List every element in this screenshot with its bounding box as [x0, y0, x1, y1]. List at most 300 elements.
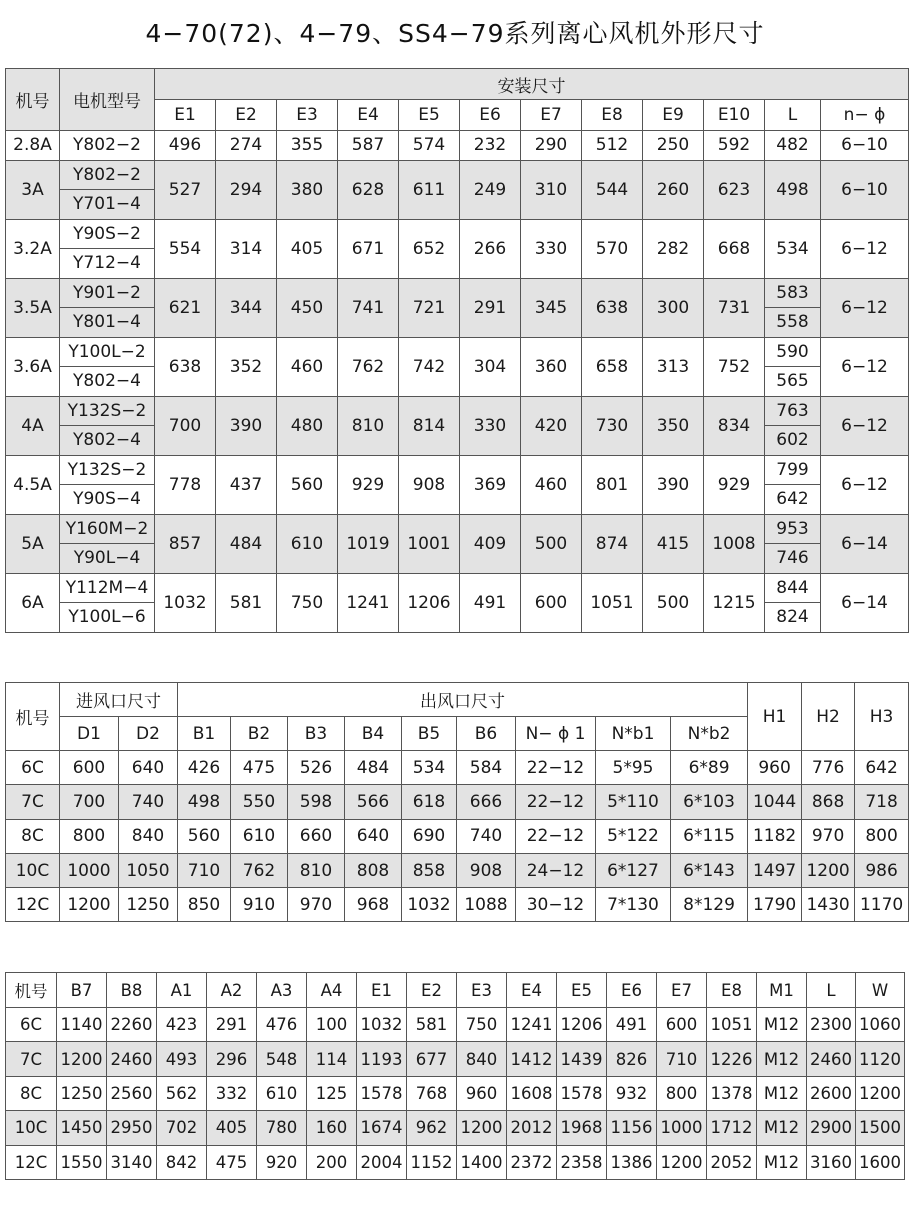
header-outlet-group: 出风口尺寸	[178, 683, 748, 717]
jihao-cell: 6A	[6, 573, 60, 632]
page-title: 4−70(72)、4−79、SS4−79系列离心风机外形尺寸	[145, 19, 765, 48]
value-cell: 581	[407, 1008, 457, 1042]
jihao-cell: 12C	[6, 1145, 57, 1179]
value-cell: 801	[582, 455, 643, 514]
value-cell: 2260	[107, 1008, 157, 1042]
value-cell: 970	[288, 888, 345, 922]
value-cell: 740	[457, 819, 516, 853]
value-cell: 700	[60, 785, 119, 819]
value-cell: 460	[277, 337, 338, 396]
l-cell: 565	[765, 367, 821, 397]
l-cell: 763	[765, 396, 821, 426]
value-cell: 282	[643, 219, 704, 278]
column-header: A1	[157, 973, 207, 1008]
value-cell: 7*130	[596, 888, 671, 922]
column-header: A2	[207, 973, 257, 1008]
value-cell: 668	[704, 219, 765, 278]
value-cell: 932	[607, 1076, 657, 1110]
motor-model-cell: Y802−4	[60, 367, 155, 397]
column-header: n− ϕ	[821, 100, 909, 131]
motor-model-cell: Y90S−2	[60, 219, 155, 249]
value-cell: 380	[277, 160, 338, 219]
value-cell: 200	[307, 1145, 357, 1179]
value-cell: M12	[757, 1008, 807, 1042]
l-cell: 602	[765, 426, 821, 456]
value-cell: 1412	[507, 1042, 557, 1076]
n-phi-cell: 6−14	[821, 514, 909, 573]
value-cell: M12	[757, 1111, 807, 1145]
value-cell: 330	[521, 219, 582, 278]
l-cell: 498	[765, 160, 821, 219]
value-cell: 778	[155, 455, 216, 514]
value-cell: 6*127	[596, 853, 671, 887]
jihao-cell: 10C	[6, 1111, 57, 1145]
value-cell: 405	[277, 219, 338, 278]
value-cell: 1500	[856, 1111, 905, 1145]
column-header: E9	[643, 100, 704, 131]
header-jihao: 机号	[6, 683, 60, 751]
value-cell: 929	[704, 455, 765, 514]
value-cell: 908	[457, 853, 516, 887]
table-row	[6, 455, 909, 485]
value-cell: 768	[407, 1076, 457, 1110]
value-cell: 740	[119, 785, 178, 819]
value-cell: 290	[521, 131, 582, 161]
l-cell: 953	[765, 514, 821, 544]
l-cell: 799	[765, 455, 821, 485]
value-cell: 2300	[807, 1008, 856, 1042]
value-cell: 752	[704, 337, 765, 396]
jihao-cell: 6C	[6, 1008, 57, 1042]
value-cell: 1712	[707, 1111, 757, 1145]
value-cell: 610	[257, 1076, 307, 1110]
value-cell: 762	[231, 853, 288, 887]
value-cell: 741	[338, 278, 399, 337]
value-cell: 491	[460, 573, 521, 632]
value-cell: 527	[155, 160, 216, 219]
value-cell: 1215	[704, 573, 765, 632]
value-cell: 22−12	[516, 751, 596, 785]
value-cell: 731	[704, 278, 765, 337]
value-cell: 660	[288, 819, 345, 853]
value-cell: 512	[582, 131, 643, 161]
value-cell: 550	[231, 785, 288, 819]
value-cell: 544	[582, 160, 643, 219]
column-header: B5	[402, 717, 457, 751]
value-cell: 1156	[607, 1111, 657, 1145]
value-cell: 810	[288, 853, 345, 887]
inlet-outlet-dimensions-table	[5, 682, 909, 922]
value-cell: 420	[521, 396, 582, 455]
value-cell: 500	[643, 573, 704, 632]
value-cell: 296	[207, 1042, 257, 1076]
value-cell: 291	[207, 1008, 257, 1042]
table-row	[6, 1076, 905, 1110]
value-cell: 857	[155, 514, 216, 573]
motor-model-cell: Y802−2	[60, 131, 155, 161]
value-cell: 3140	[107, 1145, 157, 1179]
table-row	[6, 1042, 905, 1076]
value-cell: 621	[155, 278, 216, 337]
value-cell: 910	[231, 888, 288, 922]
value-cell: M12	[757, 1076, 807, 1110]
value-cell: 700	[155, 396, 216, 455]
value-cell: 1241	[338, 573, 399, 632]
value-cell: 1051	[582, 573, 643, 632]
value-cell: 423	[157, 1008, 207, 1042]
value-cell: 968	[345, 888, 402, 922]
value-cell: 493	[157, 1042, 207, 1076]
column-header: W	[856, 973, 905, 1008]
value-cell: 1241	[507, 1008, 557, 1042]
value-cell: 526	[288, 751, 345, 785]
value-cell: 1497	[748, 853, 802, 887]
motor-model-cell: Y802−4	[60, 426, 155, 456]
value-cell: 808	[345, 853, 402, 887]
value-cell: 834	[704, 396, 765, 455]
value-cell: 6*103	[671, 785, 748, 819]
value-cell: 810	[338, 396, 399, 455]
value-cell: 498	[178, 785, 231, 819]
column-header: E6	[460, 100, 521, 131]
column-header: E3	[277, 100, 338, 131]
value-cell: 249	[460, 160, 521, 219]
value-cell: 658	[582, 337, 643, 396]
value-cell: 640	[119, 751, 178, 785]
value-cell: 962	[407, 1111, 457, 1145]
table-row	[6, 337, 909, 367]
table-row	[6, 785, 909, 819]
base-dimensions-table	[5, 972, 905, 1180]
l-cell: 558	[765, 308, 821, 338]
value-cell: 584	[457, 751, 516, 785]
value-cell: 618	[402, 785, 457, 819]
column-header: M1	[757, 973, 807, 1008]
value-cell: 1032	[155, 573, 216, 632]
value-cell: 500	[521, 514, 582, 573]
value-cell: 730	[582, 396, 643, 455]
value-cell: 22−12	[516, 785, 596, 819]
table-row	[6, 278, 909, 308]
value-cell: 160	[307, 1111, 357, 1145]
value-cell: 450	[277, 278, 338, 337]
value-cell: 721	[399, 278, 460, 337]
value-cell: 623	[704, 160, 765, 219]
value-cell: 677	[407, 1042, 457, 1076]
value-cell: 1000	[657, 1111, 707, 1145]
value-cell: 710	[657, 1042, 707, 1076]
table-row	[6, 131, 909, 161]
table-row	[6, 853, 909, 887]
motor-model-cell: Y802−2	[60, 160, 155, 190]
value-cell: 5*110	[596, 785, 671, 819]
n-phi-cell: 6−12	[821, 455, 909, 514]
value-cell: 1001	[399, 514, 460, 573]
value-cell: 2460	[807, 1042, 856, 1076]
column-header: D1	[60, 717, 119, 751]
l-cell: 482	[765, 131, 821, 161]
table-row	[6, 514, 909, 544]
n-phi-cell: 6−10	[821, 131, 909, 161]
value-cell: 1051	[707, 1008, 757, 1042]
value-cell: 6*89	[671, 751, 748, 785]
value-cell: 426	[178, 751, 231, 785]
value-cell: 587	[338, 131, 399, 161]
value-cell: 762	[338, 337, 399, 396]
value-cell: 566	[345, 785, 402, 819]
value-cell: 611	[399, 160, 460, 219]
column-header: E5	[557, 973, 607, 1008]
value-cell: 750	[277, 573, 338, 632]
value-cell: 1019	[338, 514, 399, 573]
column-header: L	[807, 973, 856, 1008]
install-dimensions-table	[5, 68, 909, 633]
value-cell: 610	[231, 819, 288, 853]
value-cell: 742	[399, 337, 460, 396]
value-cell: 908	[399, 455, 460, 514]
l-cell: 534	[765, 219, 821, 278]
value-cell: 250	[643, 131, 704, 161]
value-cell: 484	[216, 514, 277, 573]
value-cell: 652	[399, 219, 460, 278]
motor-model-cell: Y801−4	[60, 308, 155, 338]
value-cell: 2950	[107, 1111, 157, 1145]
l-cell: 844	[765, 573, 821, 603]
value-cell: 5*122	[596, 819, 671, 853]
value-cell: 344	[216, 278, 277, 337]
motor-model-cell: Y90S−4	[60, 485, 155, 515]
column-header: A3	[257, 973, 307, 1008]
column-header: B8	[107, 973, 157, 1008]
n-phi-cell: 6−12	[821, 396, 909, 455]
value-cell: 780	[257, 1111, 307, 1145]
value-cell: 332	[207, 1076, 257, 1110]
table-row	[6, 819, 909, 853]
value-cell: 638	[155, 337, 216, 396]
column-header: 机号	[6, 973, 57, 1008]
column-header: D2	[119, 717, 178, 751]
value-cell: 592	[704, 131, 765, 161]
motor-model-cell: Y712−4	[60, 249, 155, 279]
l-cell: 824	[765, 603, 821, 633]
value-cell: 570	[582, 219, 643, 278]
value-cell: 1200	[856, 1076, 905, 1110]
value-cell: 1200	[657, 1145, 707, 1179]
value-cell: 1140	[57, 1008, 107, 1042]
column-header: L	[765, 100, 821, 131]
jihao-cell: 3.5A	[6, 278, 60, 337]
motor-model-cell: Y90L−4	[60, 544, 155, 574]
column-header: E4	[507, 973, 557, 1008]
header-h2: H2	[802, 683, 855, 751]
n-phi-cell: 6−12	[821, 337, 909, 396]
column-header: E3	[457, 973, 507, 1008]
value-cell: 858	[402, 853, 457, 887]
value-cell: 1200	[802, 853, 855, 887]
jihao-cell: 2.8A	[6, 131, 60, 161]
jihao-cell: 4A	[6, 396, 60, 455]
motor-model-cell: Y901−2	[60, 278, 155, 308]
value-cell: 2372	[507, 1145, 557, 1179]
value-cell: 1050	[119, 853, 178, 887]
value-cell: 554	[155, 219, 216, 278]
value-cell: 1008	[704, 514, 765, 573]
l-cell: 746	[765, 544, 821, 574]
column-header: E10	[704, 100, 765, 131]
value-cell: 842	[157, 1145, 207, 1179]
value-cell: 260	[643, 160, 704, 219]
jihao-cell: 8C	[6, 1076, 57, 1110]
value-cell: 1200	[60, 888, 119, 922]
jihao-cell: 5A	[6, 514, 60, 573]
value-cell: 1608	[507, 1076, 557, 1110]
motor-model-cell: Y112M−4	[60, 573, 155, 603]
value-cell: 814	[399, 396, 460, 455]
value-cell: 310	[521, 160, 582, 219]
jihao-cell: 10C	[6, 853, 60, 887]
column-header: E2	[407, 973, 457, 1008]
value-cell: 1170	[855, 888, 909, 922]
value-cell: 640	[345, 819, 402, 853]
value-cell: 1000	[60, 853, 119, 887]
value-cell: M12	[757, 1042, 807, 1076]
value-cell: 2560	[107, 1076, 157, 1110]
value-cell: 666	[457, 785, 516, 819]
value-cell: 800	[657, 1076, 707, 1110]
jihao-cell: 4.5A	[6, 455, 60, 514]
value-cell: 475	[231, 751, 288, 785]
value-cell: 24−12	[516, 853, 596, 887]
value-cell: 840	[119, 819, 178, 853]
header-h3: H3	[855, 683, 909, 751]
value-cell: 2004	[357, 1145, 407, 1179]
value-cell: 484	[345, 751, 402, 785]
value-cell: 598	[288, 785, 345, 819]
value-cell: 1400	[457, 1145, 507, 1179]
table-row	[6, 573, 909, 603]
l-cell: 583	[765, 278, 821, 308]
value-cell: 1674	[357, 1111, 407, 1145]
table-row	[6, 219, 909, 249]
header-motor-model: 电机型号	[60, 69, 155, 131]
value-cell: 1088	[457, 888, 516, 922]
value-cell: 355	[277, 131, 338, 161]
value-cell: 313	[643, 337, 704, 396]
header-jihao: 机号	[6, 69, 60, 131]
value-cell: 491	[607, 1008, 657, 1042]
value-cell: 560	[178, 819, 231, 853]
value-cell: 800	[60, 819, 119, 853]
value-cell: 3160	[807, 1145, 856, 1179]
value-cell: 369	[460, 455, 521, 514]
value-cell: 6*115	[671, 819, 748, 853]
value-cell: 1600	[856, 1145, 905, 1179]
value-cell: 480	[277, 396, 338, 455]
jihao-cell: 3A	[6, 160, 60, 219]
value-cell: 850	[178, 888, 231, 922]
column-header: B7	[57, 973, 107, 1008]
table-row	[6, 751, 909, 785]
l-cell: 642	[765, 485, 821, 515]
value-cell: 2600	[807, 1076, 856, 1110]
column-header: N*b1	[596, 717, 671, 751]
value-cell: 534	[402, 751, 457, 785]
value-cell: 1182	[748, 819, 802, 853]
value-cell: 986	[855, 853, 909, 887]
motor-model-cell: Y100L−2	[60, 337, 155, 367]
table-row	[6, 160, 909, 190]
value-cell: 1386	[607, 1145, 657, 1179]
value-cell: 22−12	[516, 819, 596, 853]
value-cell: 1226	[707, 1042, 757, 1076]
jihao-cell: 3.6A	[6, 337, 60, 396]
column-header: E7	[657, 973, 707, 1008]
value-cell: 5*95	[596, 751, 671, 785]
value-cell: 1206	[399, 573, 460, 632]
jihao-cell: 6C	[6, 751, 60, 785]
value-cell: 581	[216, 573, 277, 632]
header-install-group: 安装尺寸	[155, 69, 909, 100]
value-cell: 690	[402, 819, 457, 853]
value-cell: 929	[338, 455, 399, 514]
value-cell: 1206	[557, 1008, 607, 1042]
value-cell: 1060	[856, 1008, 905, 1042]
value-cell: 409	[460, 514, 521, 573]
value-cell: 350	[643, 396, 704, 455]
value-cell: 232	[460, 131, 521, 161]
table-row	[6, 1111, 905, 1145]
column-header: E1	[357, 973, 407, 1008]
value-cell: 1439	[557, 1042, 607, 1076]
n-phi-cell: 6−10	[821, 160, 909, 219]
value-cell: 390	[216, 396, 277, 455]
value-cell: 100	[307, 1008, 357, 1042]
value-cell: 2900	[807, 1111, 856, 1145]
value-cell: 702	[157, 1111, 207, 1145]
value-cell: 1200	[457, 1111, 507, 1145]
value-cell: 8*129	[671, 888, 748, 922]
n-phi-cell: 6−12	[821, 219, 909, 278]
header-h1: H1	[748, 683, 802, 751]
column-header: E2	[216, 100, 277, 131]
l-cell: 590	[765, 337, 821, 367]
table-row	[6, 1008, 905, 1042]
motor-model-cell: Y132S−2	[60, 396, 155, 426]
column-header: E8	[707, 973, 757, 1008]
n-phi-cell: 6−14	[821, 573, 909, 632]
value-cell: 314	[216, 219, 277, 278]
motor-model-cell: Y701−4	[60, 190, 155, 220]
value-cell: 437	[216, 455, 277, 514]
value-cell: 960	[457, 1076, 507, 1110]
jihao-cell: 7C	[6, 785, 60, 819]
value-cell: 330	[460, 396, 521, 455]
value-cell: 970	[802, 819, 855, 853]
value-cell: 600	[657, 1008, 707, 1042]
value-cell: 390	[643, 455, 704, 514]
column-header: B4	[345, 717, 402, 751]
value-cell: 600	[60, 751, 119, 785]
column-header: E8	[582, 100, 643, 131]
value-cell: 840	[457, 1042, 507, 1076]
value-cell: 750	[457, 1008, 507, 1042]
column-header: N*b2	[671, 717, 748, 751]
value-cell: 548	[257, 1042, 307, 1076]
motor-model-cell: Y132S−2	[60, 455, 155, 485]
value-cell: 610	[277, 514, 338, 573]
value-cell: 114	[307, 1042, 357, 1076]
value-cell: 345	[521, 278, 582, 337]
